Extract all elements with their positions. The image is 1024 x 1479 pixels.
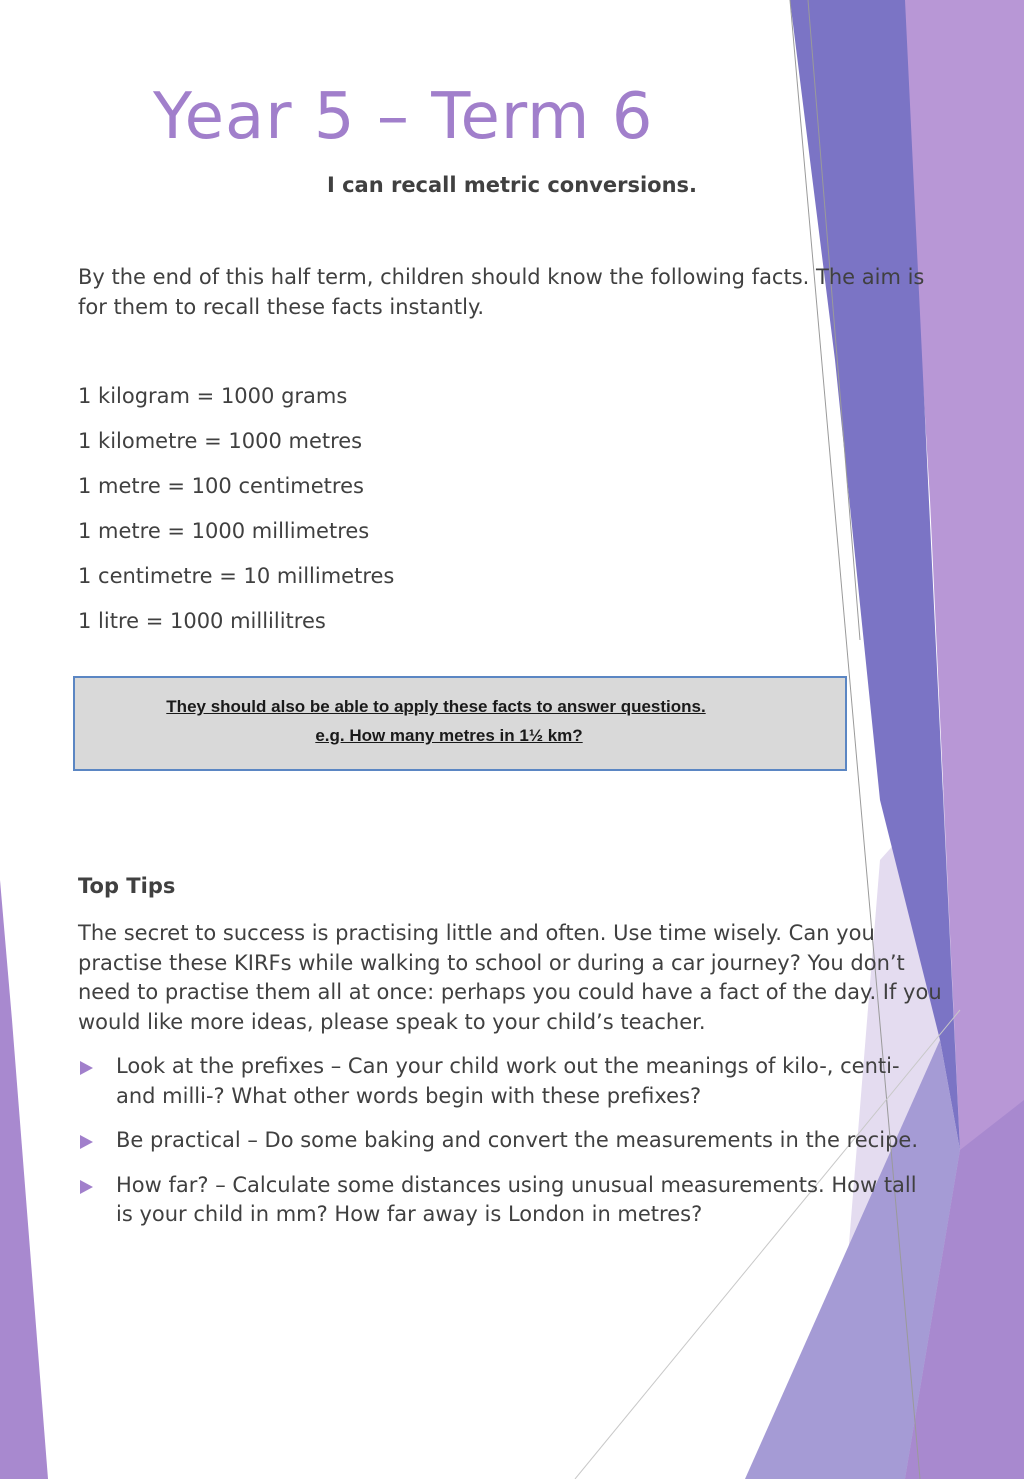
fact-item: 1 metre = 100 centimetres xyxy=(78,474,364,498)
page-subtitle: I can recall metric conversions. xyxy=(326,173,698,197)
tip-bullet xyxy=(78,1126,928,1156)
facts-list xyxy=(78,381,394,651)
tip-bullet xyxy=(78,1171,928,1230)
fact-item: 1 metre = 1000 millimetres xyxy=(78,519,370,543)
tips-bullet-list xyxy=(78,1052,928,1245)
fact-item: 1 kilogram = 1000 grams xyxy=(78,384,348,408)
callout-line-1: They should also be able to apply these facts to answer questions. xyxy=(166,697,706,716)
fact-item: 1 litre = 1000 millilitres xyxy=(78,609,326,633)
callout-box xyxy=(73,676,847,771)
intro-text: By the end of this half term, children should know the following facts. The aim is for them to recall these facts instantly. xyxy=(78,265,925,319)
tips-paragraph: The secret to success is practising little and often. Use time wisely. Can you practise these KIRFs while walking to school or during a car journey? You don’t need to practise them all at once: perhaps you could have a fact of the day. If you would like more ideas, please speak to your child’s teacher. xyxy=(78,921,942,1034)
tip-bullet xyxy=(78,1052,928,1111)
callout-line-2: e.g. How many metres in 1½ km? xyxy=(315,726,583,745)
triangle-bullet-icon xyxy=(80,1135,93,1149)
fact-item: 1 kilometre = 1000 metres xyxy=(78,429,363,453)
tip-bullet-text: Look at the prefixes – Can your child work out the meanings of kilo-, centi- and milli-? What other words begin with these prefixes? xyxy=(116,1054,900,1108)
page-title: Year 5 – Term 6 xyxy=(153,80,654,154)
tip-bullet-text: Be practical – Do some baking and convert the measurements in the recipe. xyxy=(116,1128,918,1152)
triangle-bullet-icon xyxy=(80,1180,93,1194)
tips-heading: Top Tips xyxy=(78,874,176,898)
fact-item: 1 centimetre = 10 millimetres xyxy=(78,564,395,588)
triangle-bullet-icon xyxy=(80,1061,93,1075)
tip-bullet-text: How far? – Calculate some distances using unusual measurements. How tall is your child in mm? How far away is London in metres? xyxy=(116,1172,917,1226)
